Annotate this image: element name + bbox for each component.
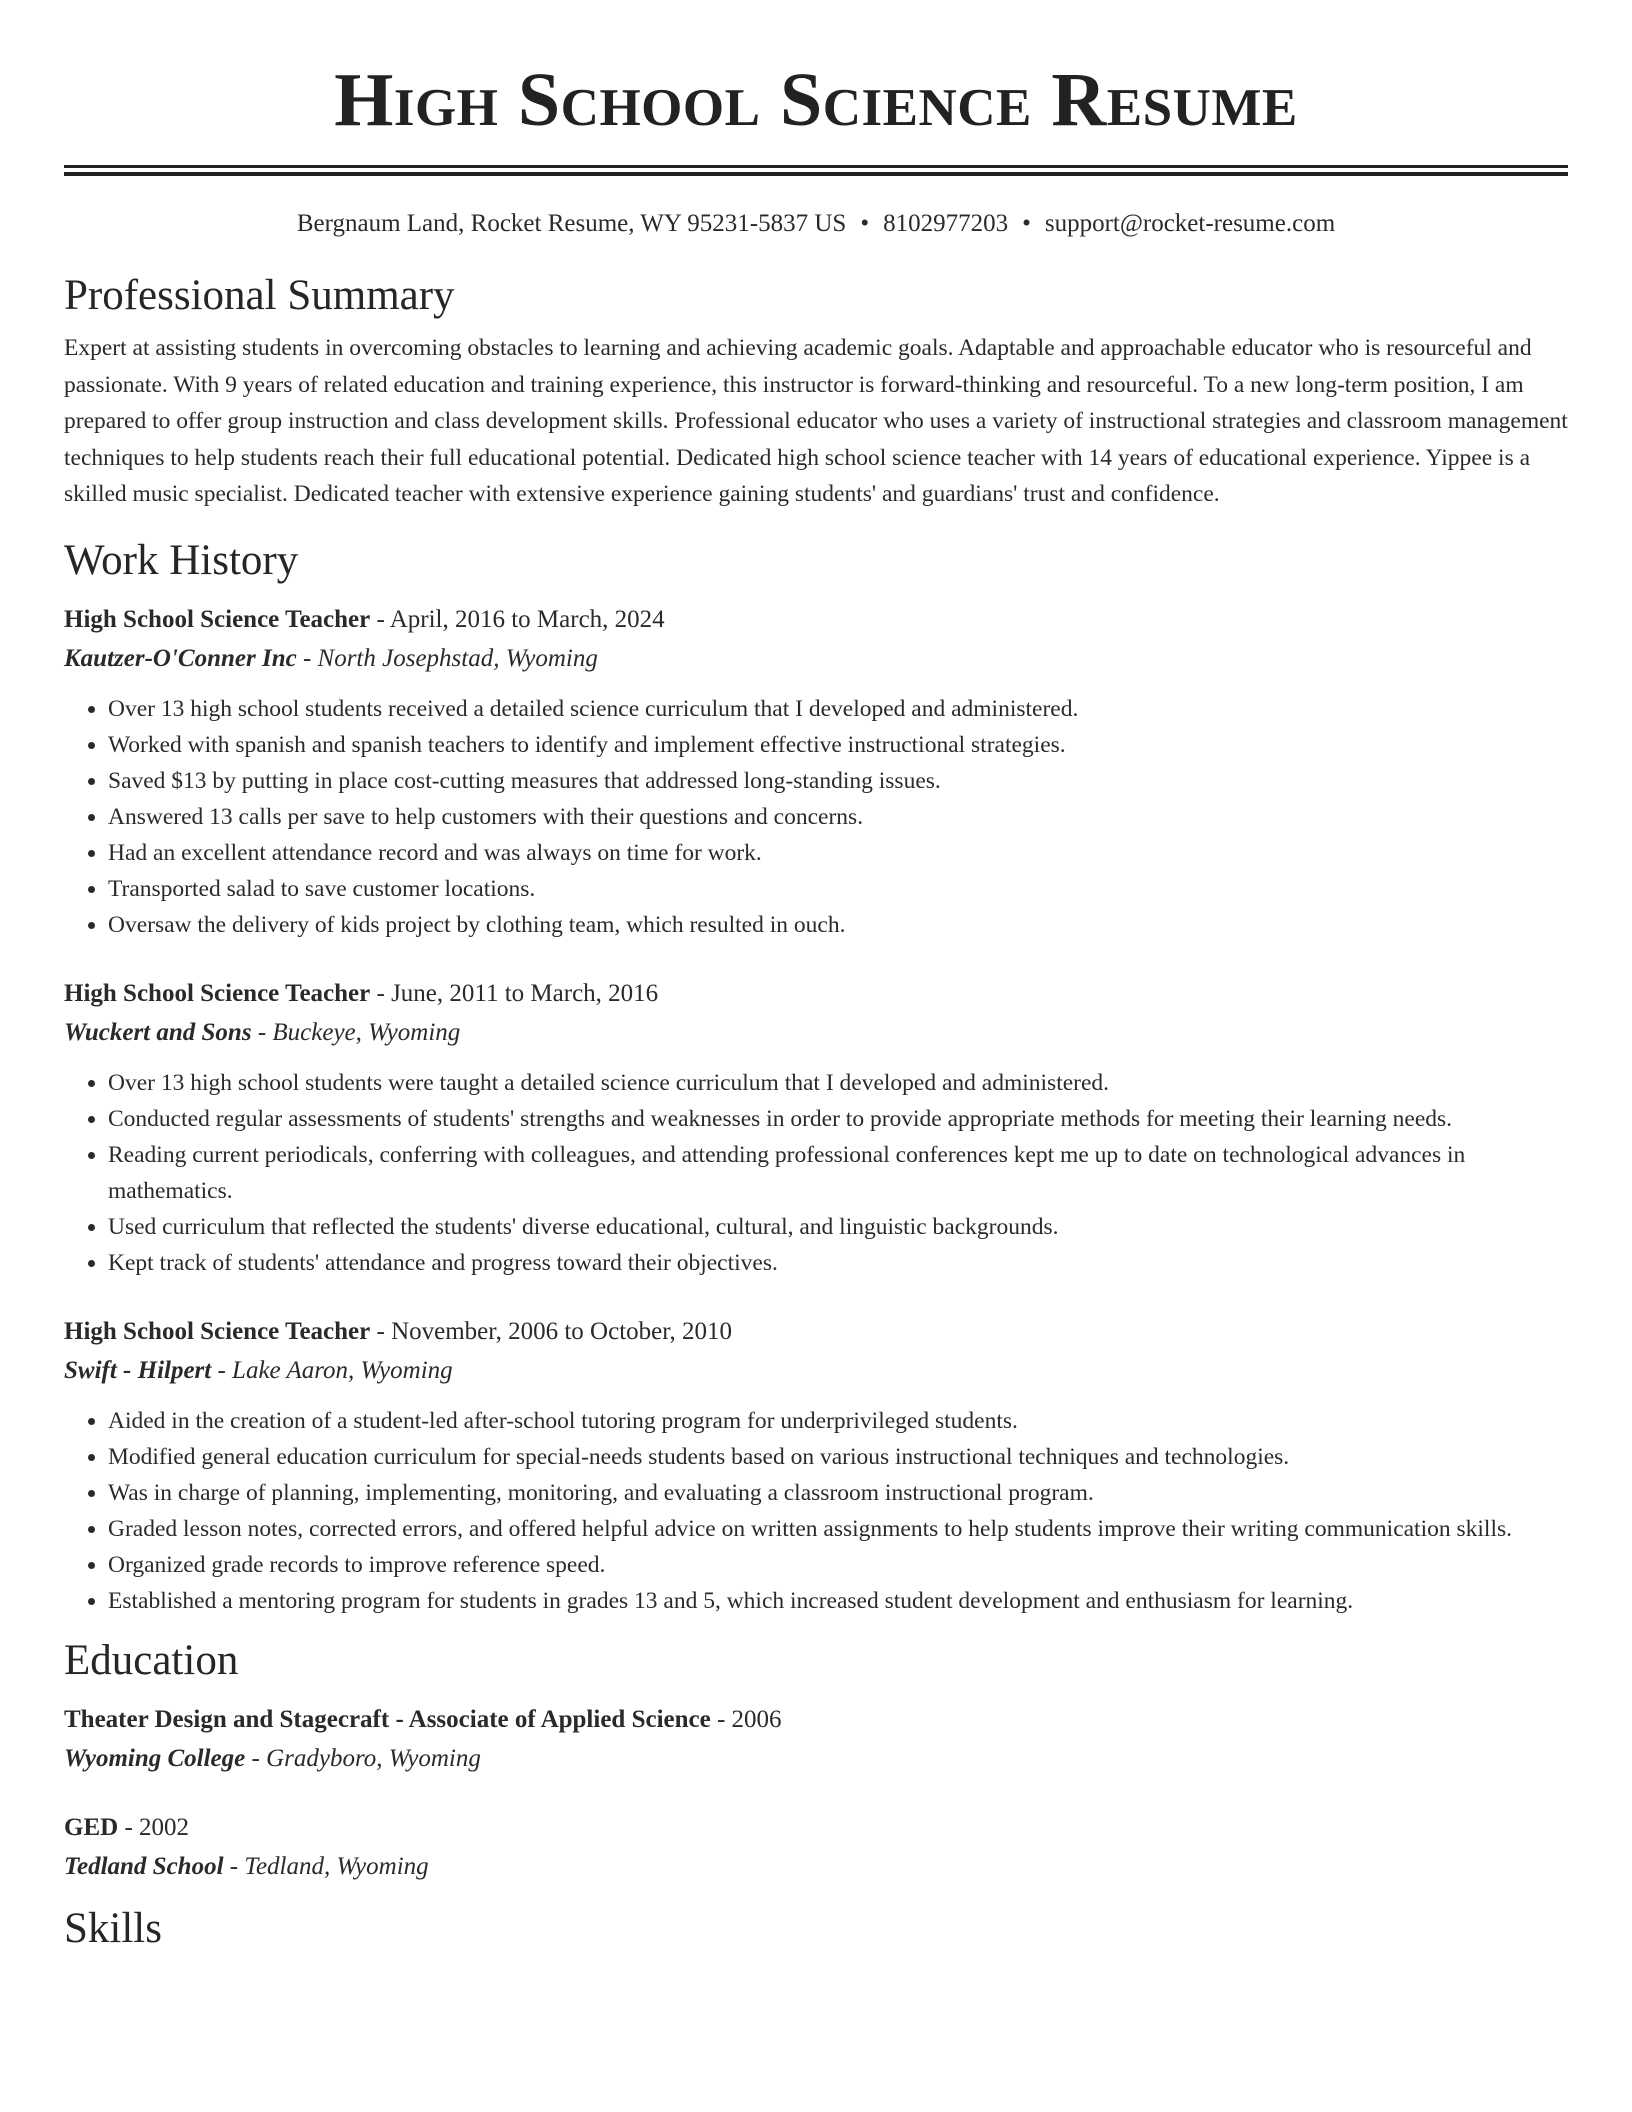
- job-dates: - November, 2006 to October, 2010: [370, 1317, 733, 1345]
- job-duty: • Over 13 high school students received a detailed science curriculum that I developed and administered.: [108, 691, 1568, 727]
- job-duties: [64, 1065, 1568, 1281]
- job-employer: [64, 639, 1568, 679]
- contact-phone: 8102977203: [883, 210, 1009, 237]
- contact-address: Bergnaum Land, Rocket Resume, WY 95231-5837 US: [296, 210, 847, 237]
- job-duty: • Aided in the creation of a student-led after-school tutoring program for underprivileged students.: [108, 1403, 1568, 1439]
- contact-line: [64, 206, 1568, 242]
- job-company: Swift - Hilpert: [64, 1356, 212, 1384]
- summary-text: Expert at assisting students in overcoming obstacles to learning and achieving academic goals. Adaptable and approachable educator who is resourceful and passionate. With 9 years of related education and training experience, this instructor is forward-thinking and resourceful. To a new long-term position, I am prepared to offer group instruction and class development skills. Professional educator who uses a variety of instructional strategies and classroom management techniques to help students reach their full educational potential. Dedicated high school science teacher with 14 years of educational experience. Yippee is a skilled music specialist. Dedicated teacher with extensive experience gaining students' and guardians' trust and confidence.: [64, 335, 1568, 507]
- job-duty: • Used curriculum that reflected the students' diverse educational, cultural, and linguistic backgrounds.: [108, 1209, 1568, 1245]
- education-location: - Tedland, Wyoming: [223, 1852, 429, 1880]
- work-history-heading: Work History: [64, 536, 299, 584]
- education-degree: Theater Design and Stagecraft - Associate of Applied Science: [64, 1705, 711, 1733]
- job-entry: [64, 601, 1568, 943]
- job-location: - Buckeye, Wyoming: [251, 1018, 461, 1046]
- job-dates: - June, 2011 to March, 2016: [370, 979, 659, 1007]
- education-year: - 2006: [710, 1705, 782, 1733]
- contact-email: support@rocket-resume.com: [1044, 210, 1336, 237]
- education-header: [64, 1809, 1568, 1847]
- job-duty: • Answered 13 calls per save to help customers with their questions and concerns.: [108, 799, 1568, 835]
- education-header: [64, 1701, 1568, 1739]
- job-entry: [64, 1313, 1568, 1619]
- job-location: - Lake Aaron, Wyoming: [211, 1356, 453, 1384]
- job-duty: • Transported salad to save customer locations.: [108, 871, 1568, 907]
- job-duty: • Had an excellent attendance record and was always on time for work.: [108, 835, 1568, 871]
- title-divider: [64, 165, 1568, 168]
- job-company: Kautzer-O'Conner Inc: [64, 644, 297, 672]
- job-duty: • Over 13 high school students were taught a detailed science curriculum that I developed and administered.: [108, 1065, 1568, 1101]
- job-title: High School Science Teacher: [64, 605, 371, 633]
- job-location: - North Josephstad, Wyoming: [296, 644, 598, 672]
- job-duty: • Graded lesson notes, corrected errors, and offered helpful advice on written assignments to help students improve their writing communication skills.: [108, 1511, 1568, 1547]
- job-duty: • Reading current periodicals, conferring with colleagues, and attending professional conferences kept me up to date on technological advances in mathematics.: [108, 1137, 1568, 1209]
- job-dates: - April, 2016 to March, 2024: [370, 605, 665, 633]
- education-heading: Education: [64, 1636, 239, 1684]
- resume-title: High School Science Resume: [334, 58, 1298, 142]
- contact-separator: •: [860, 210, 870, 237]
- job-header: [64, 1313, 1568, 1351]
- education-school-line: [64, 1847, 1568, 1887]
- summary-heading: Professional Summary: [64, 272, 455, 319]
- job-title: High School Science Teacher: [64, 979, 371, 1007]
- job-duty: • Was in charge of planning, implementing, monitoring, and evaluating a classroom instructional program.: [108, 1475, 1568, 1511]
- job-duty: • Established a mentoring program for students in grades 13 and 5, which increased student development and enthusiasm for learning.: [108, 1583, 1568, 1619]
- job-duty: • Worked with spanish and spanish teachers to identify and implement effective instructional strategies.: [108, 727, 1568, 763]
- job-duties: [64, 1403, 1568, 1619]
- job-duty: • Kept track of students' attendance and progress toward their objectives.: [108, 1245, 1568, 1281]
- skills-heading: Skills: [64, 1904, 162, 1952]
- job-duty: • Conducted regular assessments of students' strengths and weaknesses in order to provide appropriate methods for meeting their learning needs.: [108, 1101, 1568, 1137]
- job-header: [64, 601, 1568, 639]
- education-year: - 2002: [118, 1813, 190, 1841]
- job-title: High School Science Teacher: [64, 1317, 371, 1345]
- job-duty: • Modified general education curriculum for special-needs students based on various instructional techniques and technologies.: [108, 1439, 1568, 1475]
- education-degree: GED: [64, 1813, 119, 1841]
- job-employer: [64, 1351, 1568, 1391]
- job-duties: [64, 691, 1568, 943]
- contact-separator: •: [1022, 210, 1031, 237]
- education-school: Wyoming College: [64, 1744, 246, 1772]
- education-school: Tedland School: [64, 1852, 224, 1880]
- job-duty: • Saved $13 by putting in place cost-cutting measures that addressed long-standing issues.: [108, 763, 1568, 799]
- job-header: [64, 975, 1568, 1013]
- education-location: - Gradyboro, Wyoming: [245, 1744, 481, 1772]
- job-duty: • Organized grade records to improve reference speed.: [108, 1547, 1568, 1583]
- resume-page: [64, 0, 1568, 1957]
- job-entry: [64, 975, 1568, 1281]
- job-duty: • Oversaw the delivery of kids project by clothing team, which resulted in ouch.: [108, 907, 1568, 943]
- education-school-line: [64, 1739, 1568, 1779]
- education-entry: [64, 1809, 1568, 1887]
- education-entry: [64, 1701, 1568, 1779]
- job-employer: [64, 1013, 1568, 1053]
- job-company: Wuckert and Sons: [64, 1018, 252, 1046]
